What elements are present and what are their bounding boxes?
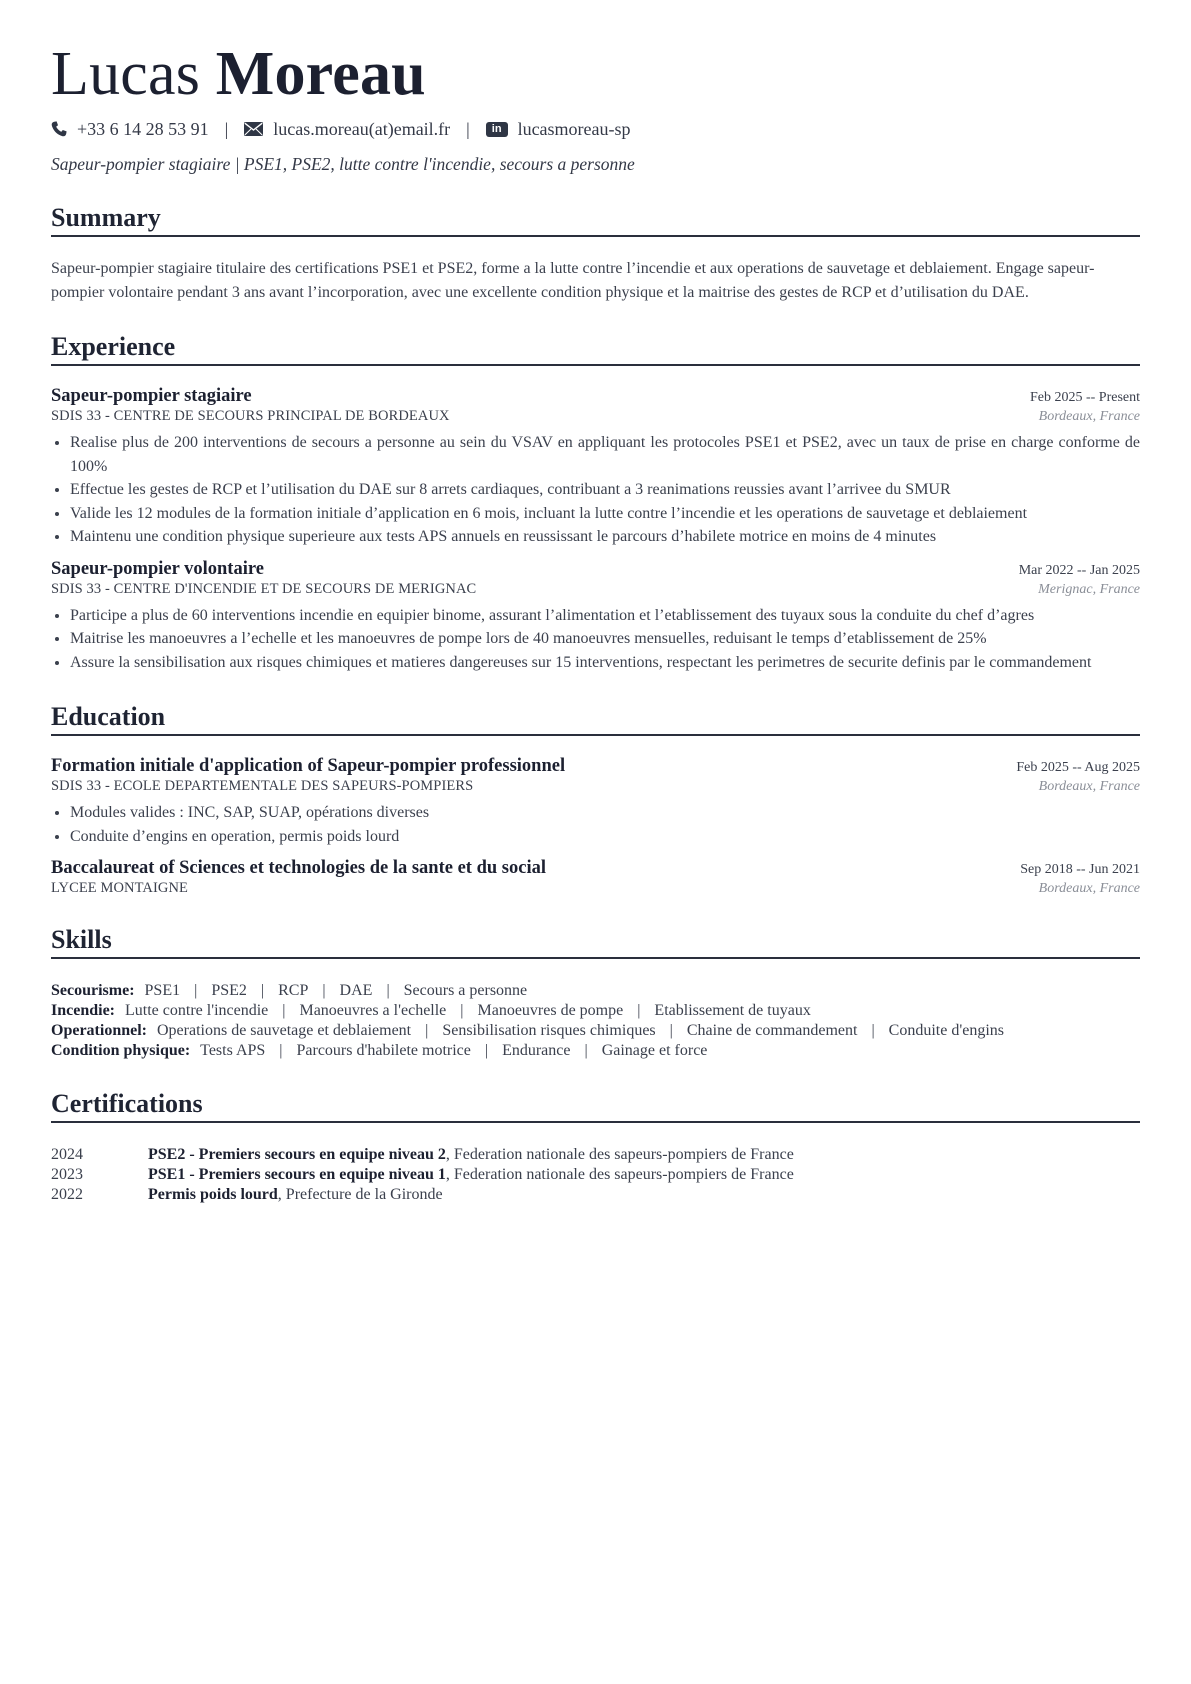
skill-row [51,1041,1140,1061]
section-title-skills: Skills [51,923,1140,959]
certification-year: 2022 [51,1186,83,1203]
contact-line [51,116,1140,142]
phone-number[interactable]: +33 6 14 28 53 91 [77,118,209,139]
job-organization: SDIS 33 - CENTRE D'INCENDIE ET DE SECOURS DE MERIGNAC [51,580,477,597]
certification-row [51,1145,1140,1165]
skill-separator: | [484,1042,489,1059]
skill-item: RCP [278,982,309,999]
school-location: Bordeaux, France [1038,779,1140,794]
skill-category-label: Incendie: [51,1002,115,1019]
job-date: Mar 2022 -- Jan 2025 [1018,562,1140,578]
skill-item: Gainage et force [601,1042,708,1059]
certification-name: Permis poids lourd [148,1186,278,1203]
section-title-certifications: Certifications [51,1087,1140,1123]
skill-item: PSE2 [211,982,247,999]
envelope-icon [244,122,263,136]
bullet-item: • Participe a plus de 60 interventions incendie en equipier binome, assurant l’alimentation et l’etablissement des tuyaux sous la conduite du chef d’agres [70,604,1140,628]
skill-item: Endurance [502,1042,571,1059]
skill-separator: | [322,982,326,999]
job-location: Bordeaux, France [1038,409,1140,424]
education-entry [51,858,1140,897]
certification-detail [148,1145,794,1165]
skill-item: Secours a personne [403,982,528,999]
certification-detail [148,1165,794,1185]
certification-issuer: , Federation nationale des sapeurs-pompiers de France [445,1166,794,1183]
job-title: Sapeur-pompier volontaire [51,558,264,579]
certifications-list [51,1145,1140,1205]
bullet-item: • Modules valides : INC, SAP, SUAP, opérations diverses [70,801,1140,825]
experience-entry [51,386,1140,549]
skills-list [51,981,1140,1061]
job-title: Sapeur-pompier stagiaire [51,386,252,406]
school-name: SDIS 33 - ECOLE DEPARTEMENTALE DES SAPEURS-POMPIERS [51,778,474,794]
bullet-item: • Conduite d’engins en operation, permis poids lourd [70,825,1140,849]
degree-date: Feb 2025 -- Aug 2025 [1016,760,1140,775]
education-entry [51,756,1140,848]
certification-name: PSE1 - Premiers secours en equipe niveau 1 [148,1166,446,1183]
skill-item: Sensibilisation risques chimiques [442,1022,656,1039]
skill-category-label: Condition physique: [51,1042,191,1059]
bullet-item: • Maitrise les manoeuvres a l’echelle et les manoeuvres de pompe lors de 40 manoeuvres mensuelles, reduisant le temps d’etablissement de 25% [70,627,1140,651]
certification-detail [148,1185,443,1205]
skill-item: Manoeuvres de pompe [477,1002,624,1019]
contact-separator: | [466,118,470,139]
contact-separator: | [224,118,229,139]
section-title-summary: Summary [51,201,1140,237]
candidate-name [51,0,1140,114]
education-bullets [51,801,1140,848]
job-location: Merignac, France [1038,581,1140,597]
bullet-item: • Effectue les gestes de RCP et l’utilisation du DAE sur 8 arrets cardiaques, contribuant a 3 reanimations reussies avant l’arrivee du SMUR [70,478,1140,502]
skill-item: Parcours d'habilete motrice [296,1042,471,1059]
last-name: Moreau [215,40,426,108]
certification-year: 2024 [51,1146,83,1163]
job-bullets [51,604,1140,675]
skill-item: Manoeuvres a l'echelle [299,1002,447,1019]
school-name: LYCEE MONTAIGNE [51,880,189,896]
bullet-item: • Maintenu une condition physique superieure aux tests APS annuels en reussissant le parcours d’habilete motrice en moins de 4 minutes [70,525,1140,549]
section-title-education: Education [51,700,1140,736]
tagline: Sapeur-pompier stagiaire | PSE1, PSE2, lutte contre l'incendie, secours a personne [51,154,635,174]
linkedin-icon [486,122,508,137]
skill-separator: | [386,982,390,999]
skill-item: DAE [339,982,373,999]
job-organization: SDIS 33 - CENTRE DE SECOURS PRINCIPAL DE BORDEAUX [51,408,450,424]
skill-row [51,1001,1140,1021]
bullet-item: • Assure la sensibilisation aux risques chimiques et matieres dangereuses sur 15 interventions, respectant les perimetres de securite definis par le commandement [70,651,1140,675]
skill-item: Lutte contre l'incendie [125,1002,269,1019]
skill-item: Tests APS [200,1042,266,1059]
skill-item: Chaine de commandement [686,1022,858,1039]
job-bullets [51,431,1140,549]
certification-row [51,1185,1140,1205]
bullet-item: • Valide les 12 modules de la formation initiale d’application en 6 mois, incluant la lutte contre l’incendie et les operations de sauvetage et deblaiement [70,502,1140,526]
phone-icon [51,121,67,137]
skill-separator: | [871,1022,875,1039]
skill-separator: | [669,1022,673,1039]
first-name: Lucas [51,40,201,108]
skill-item: Conduite d'engins [888,1022,1004,1039]
skill-item: Etablissement de tuyaux [654,1002,811,1019]
degree-title: Formation initiale d'application of Sapeur-pompier professionnel [51,756,566,776]
certification-issuer: , Prefecture de la Gironde [277,1186,443,1203]
school-location: Bordeaux, France [1038,881,1140,896]
skill-separator: | [279,1042,283,1059]
email-link[interactable]: lucas.moreau(at)email.fr [273,118,451,139]
skill-separator: | [282,1002,286,1019]
certification-year: 2023 [51,1166,83,1183]
skill-separator: | [460,1002,464,1019]
skill-item: Operations de sauvetage et deblaiement [157,1022,412,1039]
skill-separator: | [194,982,198,999]
linkedin-link[interactable]: lucasmoreau-sp [517,118,631,139]
skill-row [51,1021,1140,1041]
job-date: Feb 2025 -- Present [1029,390,1140,405]
skill-separator: | [637,1002,641,1019]
degree-title: Baccalaureat of Sciences et technologies de la sante et du social [51,858,546,878]
skill-category-label: Operationnel: [51,1022,147,1039]
linkedin-badge: in [486,122,508,137]
certification-name: PSE2 - Premiers secours en equipe niveau 2 [148,1146,446,1163]
certification-issuer: , Federation nationale des sapeurs-pompiers de France [445,1146,794,1163]
skill-separator: | [260,982,265,999]
certification-row [51,1165,1140,1185]
skill-item: PSE1 [144,982,181,999]
section-title-experience: Experience [51,330,1140,366]
bullet-item: • Realise plus de 200 interventions de secours a personne au sein du VSAV en appliquant les protocoles PSE1 et PSE2, avec un taux de prise en charge conforme de 100% [70,431,1140,478]
skill-separator: | [584,1042,588,1059]
summary-text: Sapeur-pompier stagiaire titulaire des certifications PSE1 et PSE2, forme a la lutte contre l’incendie et aux operations de sauvetage et deblaiement. Engage sapeur-pompier volontaire pendant 3 ans avant l’incorporation, avec une excellente condition physique et la maitrise des gestes de RCP et d’utilisation du DAE. [51,260,1095,301]
experience-entry [51,559,1140,675]
degree-date: Sep 2018 -- Jun 2021 [1020,862,1140,877]
skill-category-label: Secourisme: [51,982,135,999]
skill-separator: | [425,1022,429,1039]
skill-row [51,981,1140,1001]
